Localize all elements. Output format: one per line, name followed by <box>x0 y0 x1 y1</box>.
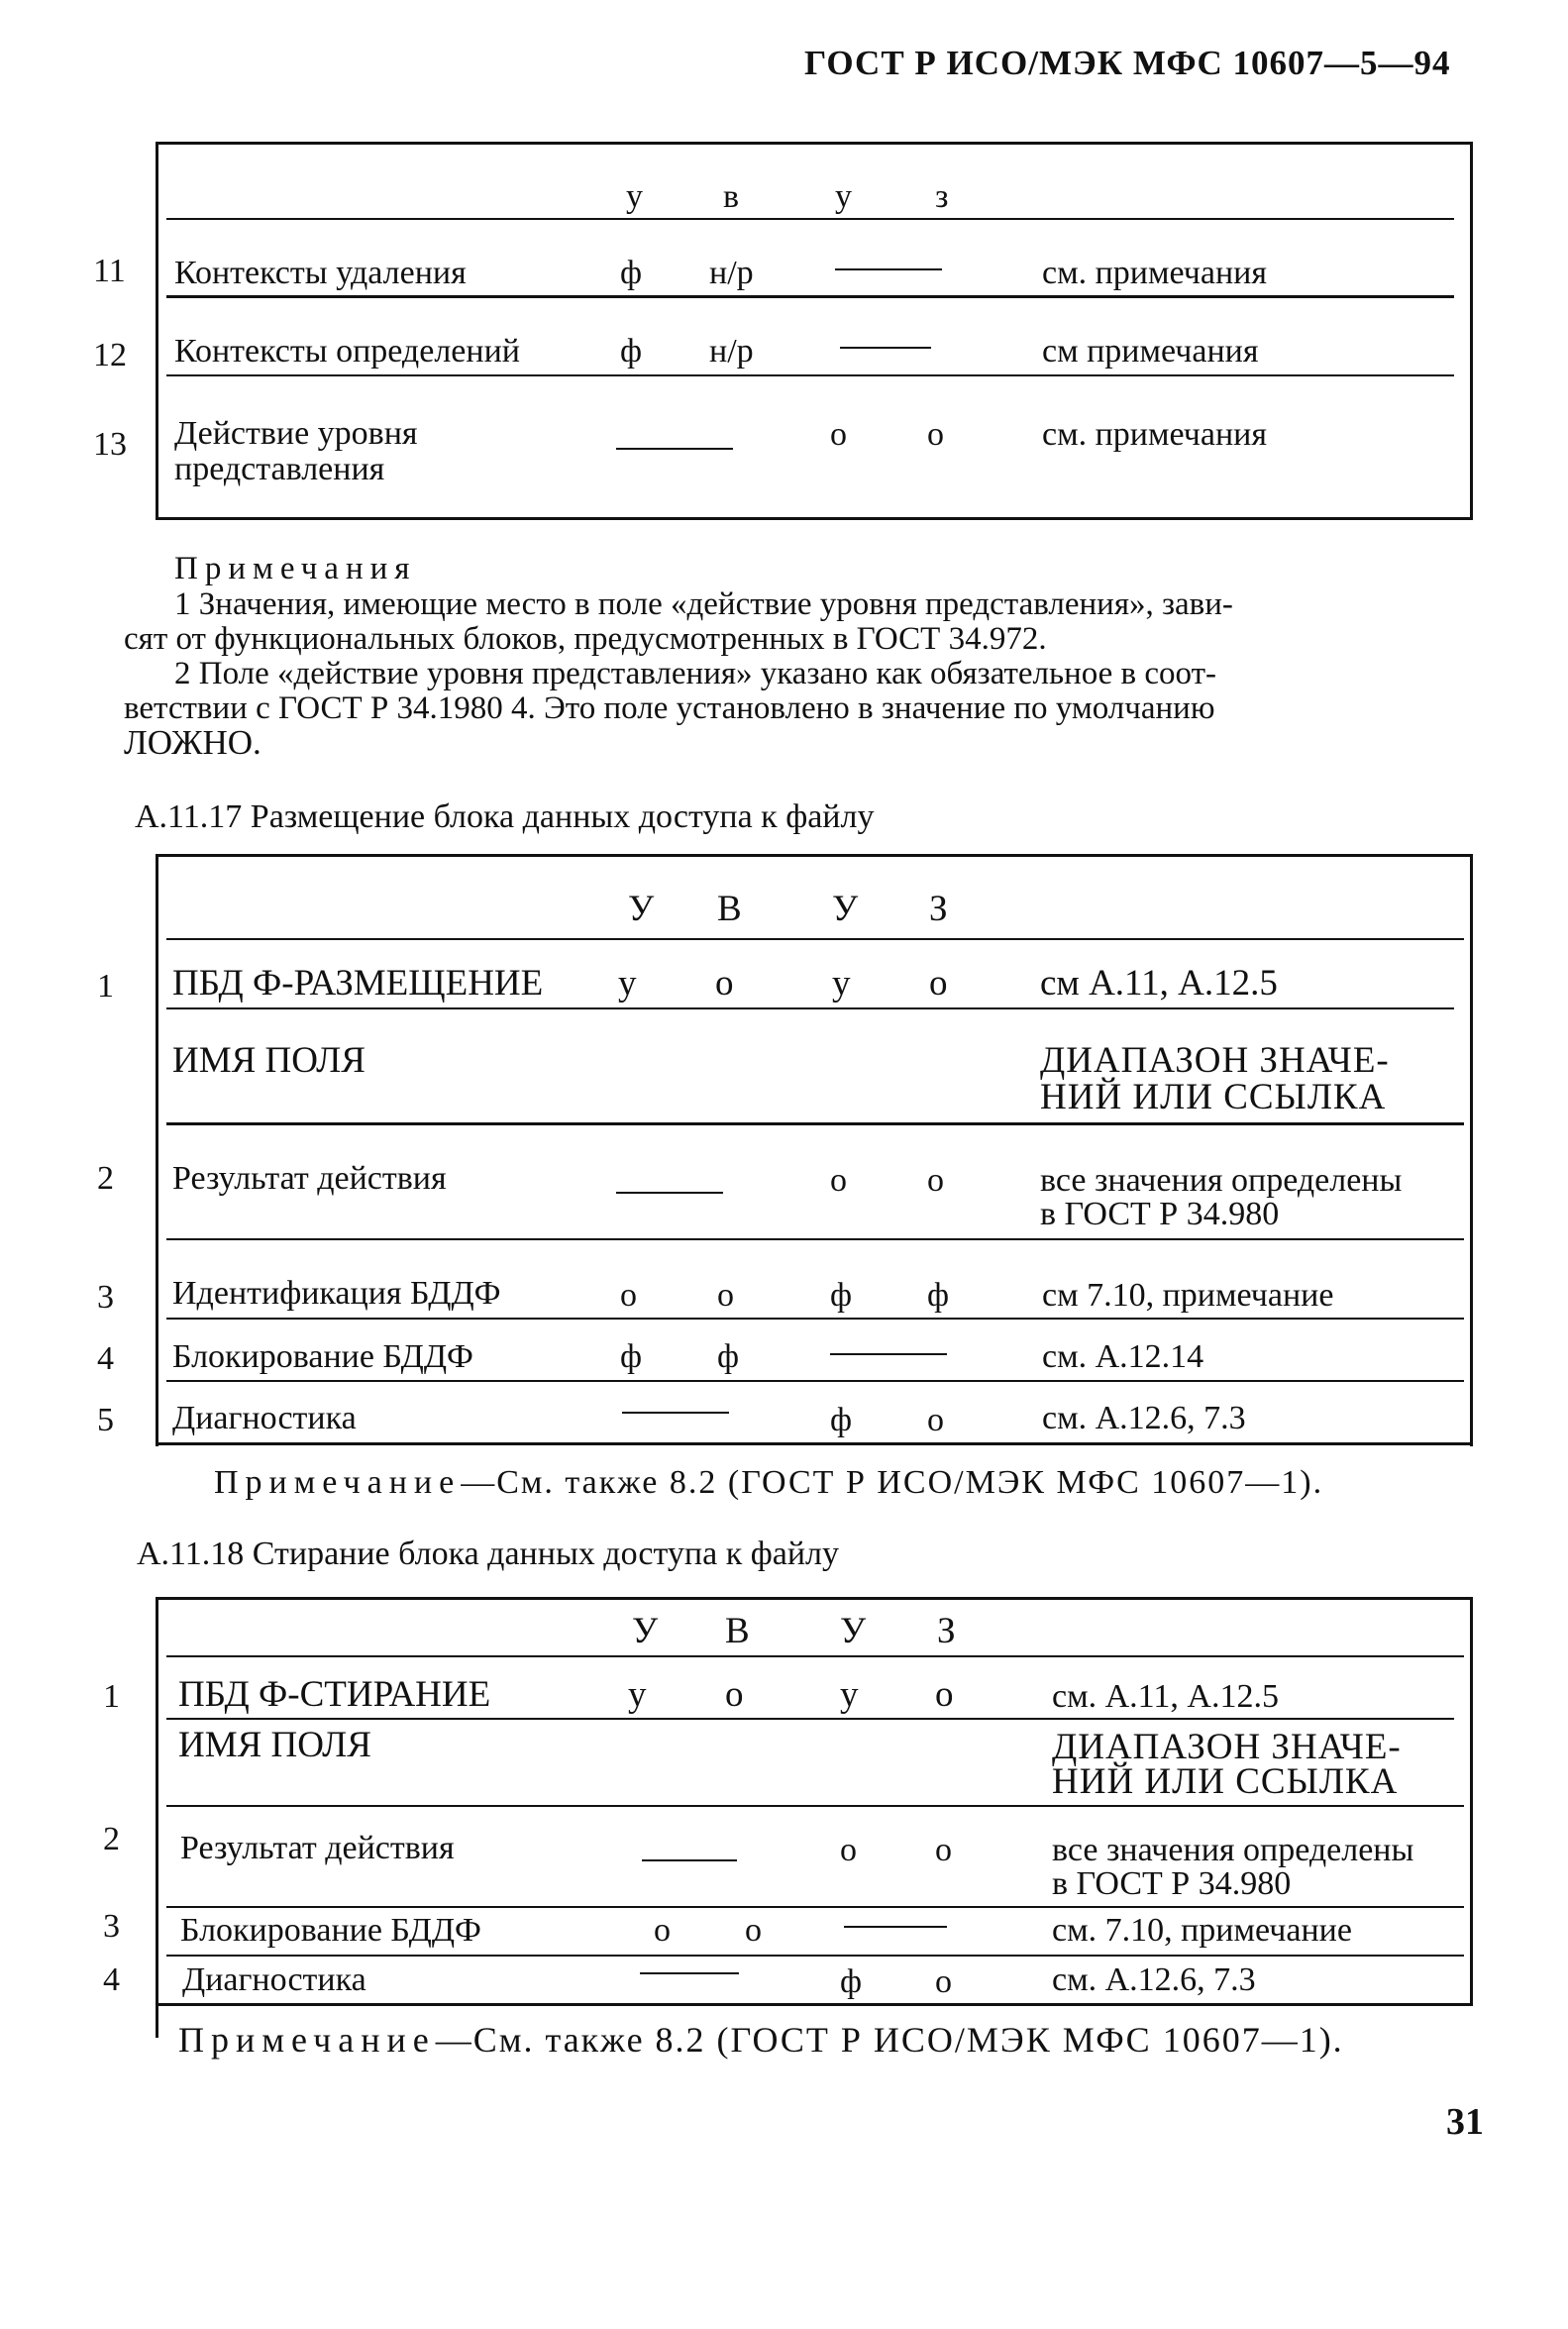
row-number: 5 <box>97 1402 114 1438</box>
row-name: Блокирование БДДФ <box>172 1338 473 1375</box>
col-header: у <box>835 178 852 215</box>
note-text: —См. также 8.2 (ГОСТ Р ИСО/МЭК МФС 10607—1). <box>461 1464 1324 1501</box>
row-ref: см. примечания <box>1042 255 1267 291</box>
cell-value: о <box>725 1674 744 1715</box>
cell-value: о <box>927 1402 944 1438</box>
page-header: ГОСТ Р ИСО/МЭК МФС 10607—5—94 <box>804 44 1451 82</box>
cell-value: о <box>830 1162 847 1199</box>
col-header: В <box>717 889 742 929</box>
note-text: —См. также 8.2 (ГОСТ Р ИСО/МЭК МФС 10607—1). <box>435 2020 1344 2060</box>
dash-mark <box>835 268 942 270</box>
cell-value: о <box>840 1832 857 1868</box>
cell-value: о <box>654 1912 671 1949</box>
row-ref: см. примечания <box>1042 416 1267 453</box>
cell-value: о <box>935 1832 952 1868</box>
note-1-line2: сят от функциональных блоков, предусмотренных в ГОСТ 34.972. <box>124 621 1047 657</box>
row-ref: см примечания <box>1042 333 1259 370</box>
cell-value: н/р <box>709 333 754 370</box>
row-ref-line2: в ГОСТ Р 34.980 <box>1040 1196 1280 1232</box>
col-header: з <box>935 178 949 215</box>
row-ref: см 7.10, примечание <box>1042 1277 1334 1314</box>
dash-mark <box>844 1926 947 1928</box>
row-number: 3 <box>103 1908 120 1945</box>
note-1-line1: 1 Значения, имеющие место в поле «действие уровня представления», зави- <box>174 586 1233 622</box>
row-ref-line1: все значения определены <box>1040 1162 1403 1199</box>
range-header-line2: НИЙ ИЛИ ССЫЛКА <box>1052 1761 1399 1802</box>
row-number: 4 <box>103 1961 120 1998</box>
row-name: Контексты определений <box>174 333 520 370</box>
row-name-line2: представления <box>174 451 385 487</box>
cell-value: ф <box>717 1338 740 1375</box>
note-2-line2: ветствии с ГОСТ Р 34.1980 4. Это поле установлено в значение по умолчанию <box>124 690 1215 726</box>
cell-value: ф <box>840 1963 863 2000</box>
row-number: 4 <box>97 1340 114 1377</box>
dash-mark <box>616 448 733 450</box>
row-ref: см. А.11, А.12.5 <box>1052 1678 1279 1715</box>
row-name: Идентификация БДДФ <box>172 1275 501 1312</box>
cell-value: о <box>717 1277 734 1314</box>
section-title: А.11.18 Стирание блока данных доступа к файлу <box>137 1535 840 1572</box>
row-ref: см А.11, А.12.5 <box>1040 963 1278 1004</box>
row-name-line1: Действие уровня <box>174 415 418 452</box>
section-title: А.11.17 Размещение блока данных доступа к файлу <box>135 798 875 835</box>
row-ref: см. 7.10, примечание <box>1052 1912 1352 1949</box>
cell-value: о <box>715 963 734 1004</box>
cell-value: о <box>927 416 944 453</box>
cell-value: ф <box>830 1402 853 1438</box>
range-header-line1: ДИАПАЗОН ЗНАЧЕ- <box>1040 1040 1390 1081</box>
note-label: Примечание <box>178 2020 436 2060</box>
col-header: У <box>628 889 655 929</box>
col-header: З <box>929 889 948 929</box>
row-name: ПБД Ф-СТИРАНИЕ <box>178 1674 491 1715</box>
table-note <box>178 2019 1344 2061</box>
col-header: У <box>840 1611 867 1651</box>
cell-value: о <box>745 1912 762 1949</box>
dash-mark <box>640 1972 739 1974</box>
cell-value: ф <box>830 1277 853 1314</box>
cell-value: о <box>830 416 847 453</box>
row-number: 1 <box>103 1678 120 1715</box>
row-number: 3 <box>97 1279 114 1316</box>
row-ref: см. А.12.14 <box>1042 1338 1204 1375</box>
range-header-line1: ДИАПАЗОН ЗНАЧЕ- <box>1052 1727 1402 1767</box>
cell-value: у <box>618 963 637 1004</box>
col-header: З <box>937 1611 956 1651</box>
row-number: 2 <box>103 1821 120 1857</box>
row-name: Диагностика <box>172 1400 357 1436</box>
col-header: в <box>723 178 740 215</box>
cell-value: ф <box>620 1338 643 1375</box>
row-number: 12 <box>93 337 127 373</box>
cell-value: ф <box>620 255 643 291</box>
row-name: Блокирование БДДФ <box>180 1912 481 1949</box>
row-ref-line2: в ГОСТ Р 34.980 <box>1052 1865 1292 1902</box>
note-2-line1: 2 Поле «действие уровня представления» указано как обязательное в соот- <box>174 656 1216 691</box>
field-name-header: ИМЯ ПОЛЯ <box>178 1725 371 1765</box>
dash-mark <box>830 1353 947 1355</box>
note-label: Примечание <box>214 1464 462 1501</box>
cell-value: ф <box>620 333 643 370</box>
cell-value: у <box>832 963 851 1004</box>
cell-value: о <box>927 1162 944 1199</box>
range-header-line2: НИЙ ИЛИ ССЫЛКА <box>1040 1077 1387 1117</box>
col-header: у <box>626 178 643 215</box>
row-number: 1 <box>97 968 114 1005</box>
dash-mark <box>642 1859 737 1861</box>
row-name: Результат действия <box>172 1160 447 1197</box>
row-number: 13 <box>93 426 127 463</box>
row-name: Результат действия <box>180 1830 455 1866</box>
cell-value: ф <box>927 1277 950 1314</box>
col-header: В <box>725 1611 750 1651</box>
table-note <box>214 1464 1323 1502</box>
notes-heading: Примечания <box>174 551 417 586</box>
row-name: ПБД Ф-РАЗМЕЩЕНИЕ <box>172 963 544 1004</box>
dash-mark <box>616 1192 723 1194</box>
row-number: 2 <box>97 1160 114 1197</box>
cell-value: у <box>628 1674 647 1715</box>
note-2-line3: ЛОЖНО. <box>124 723 261 762</box>
cell-value: о <box>935 1674 954 1715</box>
field-name-header: ИМЯ ПОЛЯ <box>172 1040 366 1081</box>
row-name: Контексты удаления <box>174 255 467 291</box>
dash-mark <box>840 347 931 349</box>
row-number: 11 <box>93 253 126 289</box>
row-ref-line1: все значения определены <box>1052 1832 1414 1868</box>
cell-value: у <box>840 1674 859 1715</box>
col-header: У <box>632 1611 659 1651</box>
row-ref: см. А.12.6, 7.3 <box>1042 1400 1246 1436</box>
cell-value: н/р <box>709 255 754 291</box>
row-name: Диагностика <box>182 1961 366 1998</box>
page-number: 31 <box>1446 2101 1484 2143</box>
row-ref: см. А.12.6, 7.3 <box>1052 1961 1256 1998</box>
cell-value: о <box>935 1963 952 2000</box>
cell-value: о <box>929 963 948 1004</box>
col-header: У <box>832 889 859 929</box>
dash-mark <box>622 1412 729 1414</box>
cell-value: о <box>620 1277 637 1314</box>
